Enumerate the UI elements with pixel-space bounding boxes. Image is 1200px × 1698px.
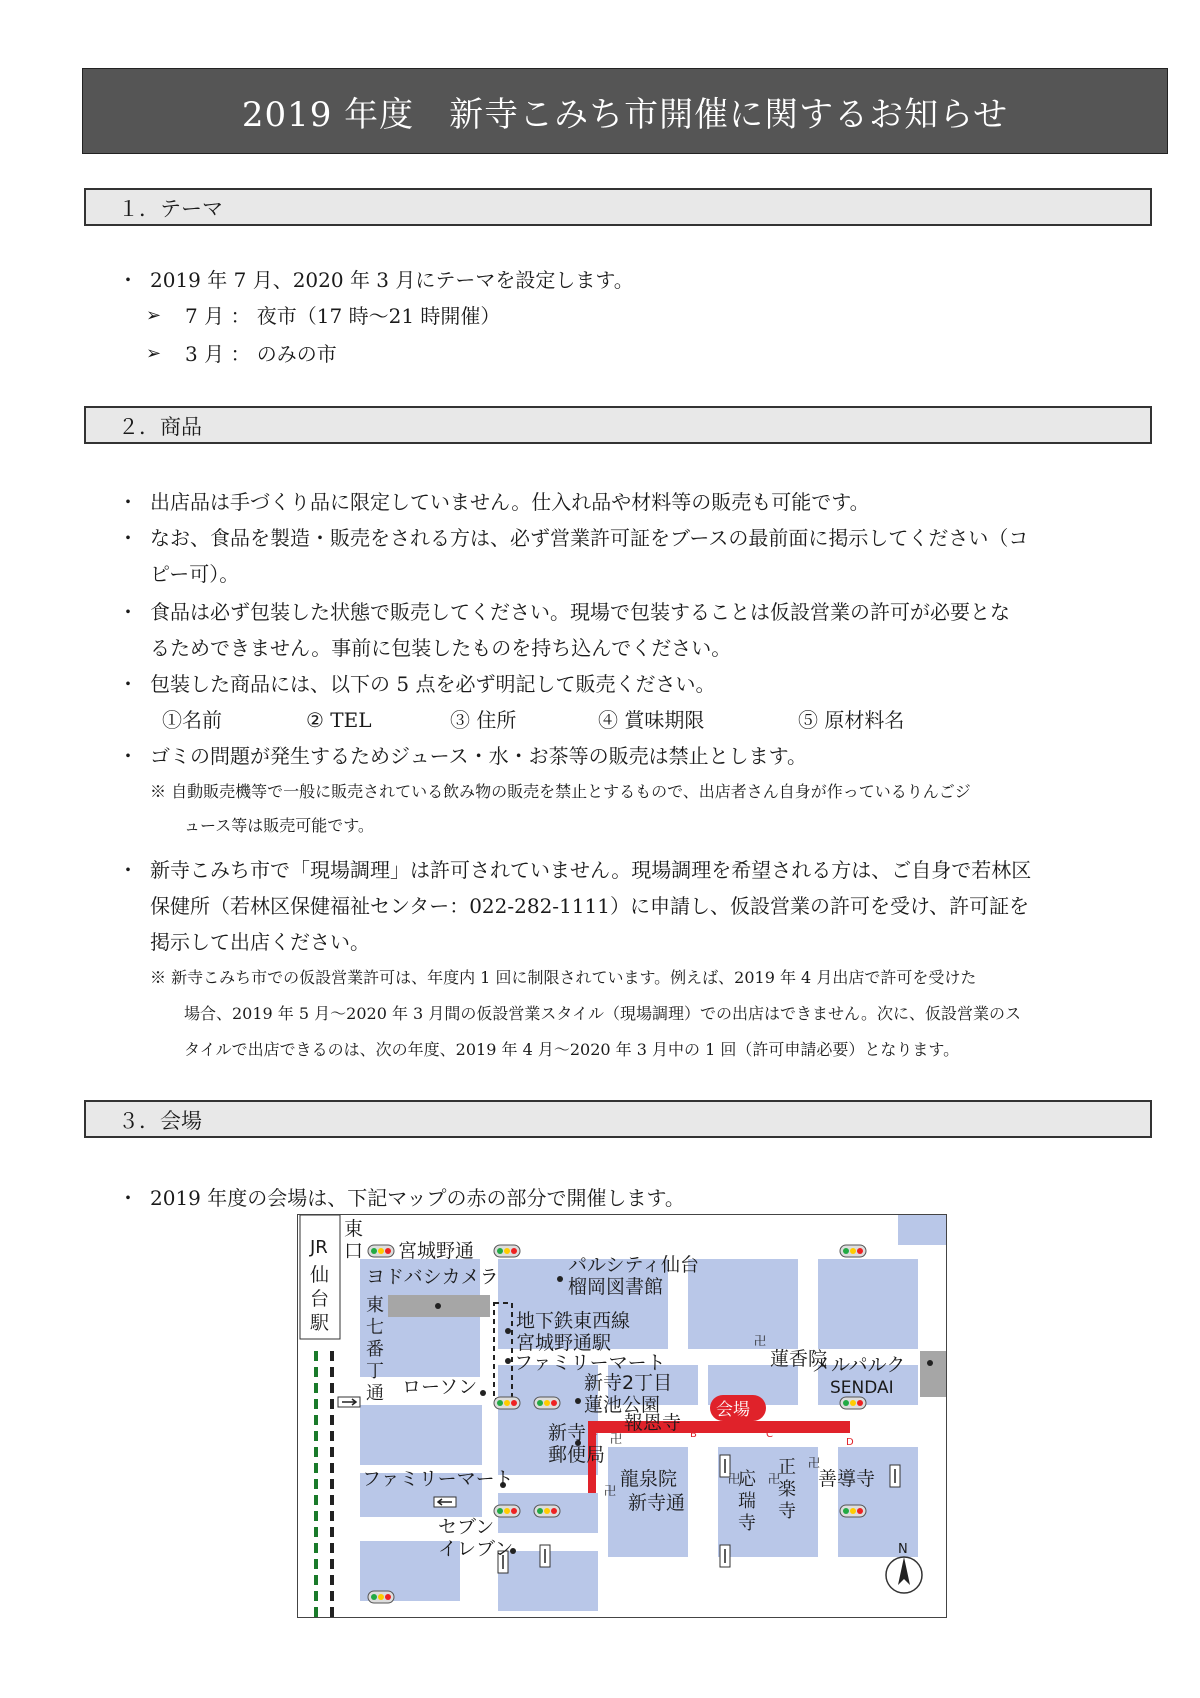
map-label-seven-1: セブン xyxy=(438,1516,495,1538)
bullet-icon: ・ xyxy=(118,1186,138,1210)
bullet-icon: ・ xyxy=(118,672,138,696)
goods-bullet-6-line-2: 保健所（若林区保健福祉センター：022-282-1111）に申請し、仮設営業の許可を受け、許可証を xyxy=(150,894,1030,918)
section-header-venue: ３．会場 xyxy=(84,1100,1152,1138)
goods-bullet-2-line-1: なお、食品を製造・販売をされる方は、必ず営業許可証をブースの最前面に掲示してください（コ xyxy=(150,526,1029,550)
one-way-arrow-icon xyxy=(720,1545,730,1567)
traffic-light-icon xyxy=(534,1397,560,1409)
svg-text:卍: 卍 xyxy=(768,1472,781,1486)
map-label-library: 榴岡図書館 xyxy=(568,1276,664,1298)
traffic-light-icon xyxy=(840,1505,866,1517)
map-label-east-exit-2: 口 xyxy=(344,1240,364,1262)
map-point-c: C xyxy=(766,1429,773,1440)
one-way-arrow-icon xyxy=(338,1397,360,1407)
svg-text:卍: 卍 xyxy=(754,1334,767,1348)
svg-text:卍: 卍 xyxy=(808,1456,821,1470)
svg-text:卍: 卍 xyxy=(728,1472,741,1486)
map-point-a: A xyxy=(590,1427,597,1438)
goods-bullet-4: 包装した商品には、以下の 5 点を必ず明記して販売ください。 xyxy=(150,672,716,696)
svg-text:卍: 卍 xyxy=(610,1432,623,1446)
map-label-post-1: 新寺 xyxy=(548,1422,587,1444)
section-header-goods: ２．商品 xyxy=(84,406,1152,444)
note-2-line-2: 場合、2019 年 5 月～2020 年 3 月間の仮設営業スタイル（現場調理）での出店はできません。次に、仮設営業のス xyxy=(184,1004,1021,1023)
goods-bullet-3-line-2: るためできません。事前に包装したものを持ち込んでください。 xyxy=(150,636,732,660)
note-2-line-3: タイルで出店できるのは、次の年度、2019 年 4 月～2020 年 3 月中の 1 回（許可申請必要）となります。 xyxy=(184,1040,960,1059)
goods-bullet-6-line-1: 新寺こみち市で「現場調理」は許可されていません。現場調理を希望される方は、ご自身で若林区 xyxy=(150,858,1032,882)
north-compass-icon xyxy=(886,1557,922,1593)
one-way-arrow-icon xyxy=(540,1545,550,1567)
map-label-hoonji: 報恩寺 xyxy=(624,1412,682,1434)
goods-bullet-3-line-1: 食品は必ず包装した状態で販売してください。現場で包装することは仮設営業の許可が必要とな xyxy=(150,600,1010,624)
map-label-familymart-1: ファミリーマート xyxy=(514,1352,666,1374)
map-label-north: N xyxy=(898,1542,908,1557)
map-label-seven-2: イレブン xyxy=(438,1538,514,1560)
bullet-icon: ・ xyxy=(118,858,138,882)
traffic-light-icon xyxy=(494,1505,520,1517)
map-label-ozuiji-3: 寺 xyxy=(738,1513,756,1534)
map-label-station-1: JR xyxy=(310,1237,328,1258)
map-label-ozuiji-1: 応 xyxy=(738,1469,756,1490)
label-item-tel: ② TEL xyxy=(306,708,372,732)
map-label-station-3: 台 xyxy=(310,1288,330,1310)
map-label-renkoin: 蓮香院 xyxy=(770,1348,828,1370)
map-label-miyagino-dori: 宮城野通 xyxy=(398,1240,475,1262)
map-point-b: B xyxy=(690,1429,697,1440)
map-label-familymart-2: ファミリーマート xyxy=(362,1468,514,1490)
bullet-icon: ・ xyxy=(118,744,138,768)
map-label-hasuike: 蓮池公園 xyxy=(584,1394,661,1416)
map-label-yodobashi: ヨドバシカメラ xyxy=(366,1266,499,1288)
map-label-lawson: ローソン xyxy=(402,1376,478,1398)
map-label-higashi7-3: 番 xyxy=(366,1339,384,1360)
label-item-expiry: ④ 賞味期限 xyxy=(598,708,705,732)
map-label-shintera2: 新寺2丁目 xyxy=(584,1372,673,1394)
map-label-station-4: 駅 xyxy=(310,1312,330,1334)
traffic-light-icon xyxy=(840,1245,866,1257)
map-label-post-2: 郵便局 xyxy=(548,1444,606,1466)
label-item-ingredients: ⑤ 原材料名 xyxy=(798,708,905,732)
map-label-east-exit-1: 東 xyxy=(344,1218,364,1240)
goods-bullet-5: ゴミの問題が発生するためジュース・水・お茶等の販売は禁止とします。 xyxy=(150,744,807,768)
map-label-shintera-dori: 新寺通 xyxy=(628,1492,686,1514)
map-label-subway-1: 地下鉄東西線 xyxy=(516,1310,631,1332)
map-label-zendoji: 善導寺 xyxy=(818,1468,876,1490)
goods-bullet-1: 出店品は手づくり品に限定していません。仕入れ品や材料等の販売も可能です。 xyxy=(150,490,870,514)
traffic-light-icon xyxy=(534,1505,560,1517)
map-label-higashi7-4: 丁 xyxy=(366,1361,384,1382)
page-title: 2019 年度 新寺こみち市開催に関するお知らせ xyxy=(82,68,1168,154)
traffic-light-icon xyxy=(494,1245,520,1257)
map-label-venue: 会場 xyxy=(716,1400,750,1420)
map-point-d: D xyxy=(846,1437,854,1448)
map-label-ryusenin: 龍泉院 xyxy=(620,1468,678,1490)
map-label-merparque-1: メルパルク xyxy=(812,1354,906,1376)
theme-item-march: 3 月 ： のみの市 xyxy=(185,342,337,366)
traffic-light-icon xyxy=(840,1397,866,1409)
traffic-light-icon xyxy=(368,1591,394,1603)
map-label-higashi7-2: 七 xyxy=(366,1317,384,1338)
svg-text:卍: 卍 xyxy=(604,1484,617,1498)
map-label-ozuiji-2: 瑞 xyxy=(738,1491,756,1512)
arrow-bullet-icon: ➢ xyxy=(146,343,162,364)
note-1-line-1: ※ 自動販売機等で一般に販売されている飲み物の販売を禁止とするもので、出店者さん自身が作っているりんごジ xyxy=(150,782,971,801)
traffic-light-icon xyxy=(494,1397,520,1409)
map-label-subway-2: 宮城野通駅 xyxy=(516,1332,612,1354)
map-label-station-2: 仙 xyxy=(310,1264,330,1286)
map-label-shorakuji-2: 楽 xyxy=(778,1479,796,1500)
bullet-icon: ・ xyxy=(118,600,138,624)
bullet-icon: ・ xyxy=(118,490,138,514)
traffic-light-icon xyxy=(368,1245,394,1257)
arrow-bullet-icon: ➢ xyxy=(146,305,162,326)
map-label-higashi7-5: 通 xyxy=(366,1383,384,1404)
label-item-name: ①名前 xyxy=(162,708,222,732)
venue-intro: 2019 年度の会場は、下記マップの赤の部分で開催します。 xyxy=(150,1186,685,1210)
bullet-icon: ・ xyxy=(118,526,138,550)
one-way-arrow-icon xyxy=(890,1465,900,1487)
map-label-parcity: パルシティ仙台 xyxy=(568,1254,700,1276)
theme-item-july: 7 月 ： 夜市（17 時～21 時開催） xyxy=(185,304,501,328)
map-label-merparque-2: SENDAI xyxy=(830,1378,894,1398)
goods-bullet-6-line-3: 掲示して出店ください。 xyxy=(150,930,370,954)
theme-intro: 2019 年 7 月、2020 年 3 月にテーマを設定します。 xyxy=(150,268,634,292)
bullet-icon: ・ xyxy=(118,268,138,292)
label-item-address: ③ 住所 xyxy=(450,708,517,732)
goods-bullet-2-line-2: ピー可）。 xyxy=(150,562,240,586)
note-1-line-2: ュース等は販売可能です。 xyxy=(184,816,374,835)
map-label-shorakuji-1: 正 xyxy=(778,1457,796,1478)
venue-map-svg xyxy=(298,1215,946,1617)
venue-map xyxy=(297,1214,947,1618)
map-label-shorakuji-3: 寺 xyxy=(778,1501,796,1522)
merparque-building xyxy=(920,1351,946,1397)
note-2-line-1: ※ 新寺こみち市での仮設営業許可は、年度内 1 回に制限されています。例えば、2019 年 4 月出店で許可を受けた xyxy=(150,968,977,987)
section-header-theme: １．テーマ xyxy=(84,188,1152,226)
one-way-arrow-icon xyxy=(434,1497,456,1507)
map-label-higashi7-1: 東 xyxy=(366,1295,384,1316)
